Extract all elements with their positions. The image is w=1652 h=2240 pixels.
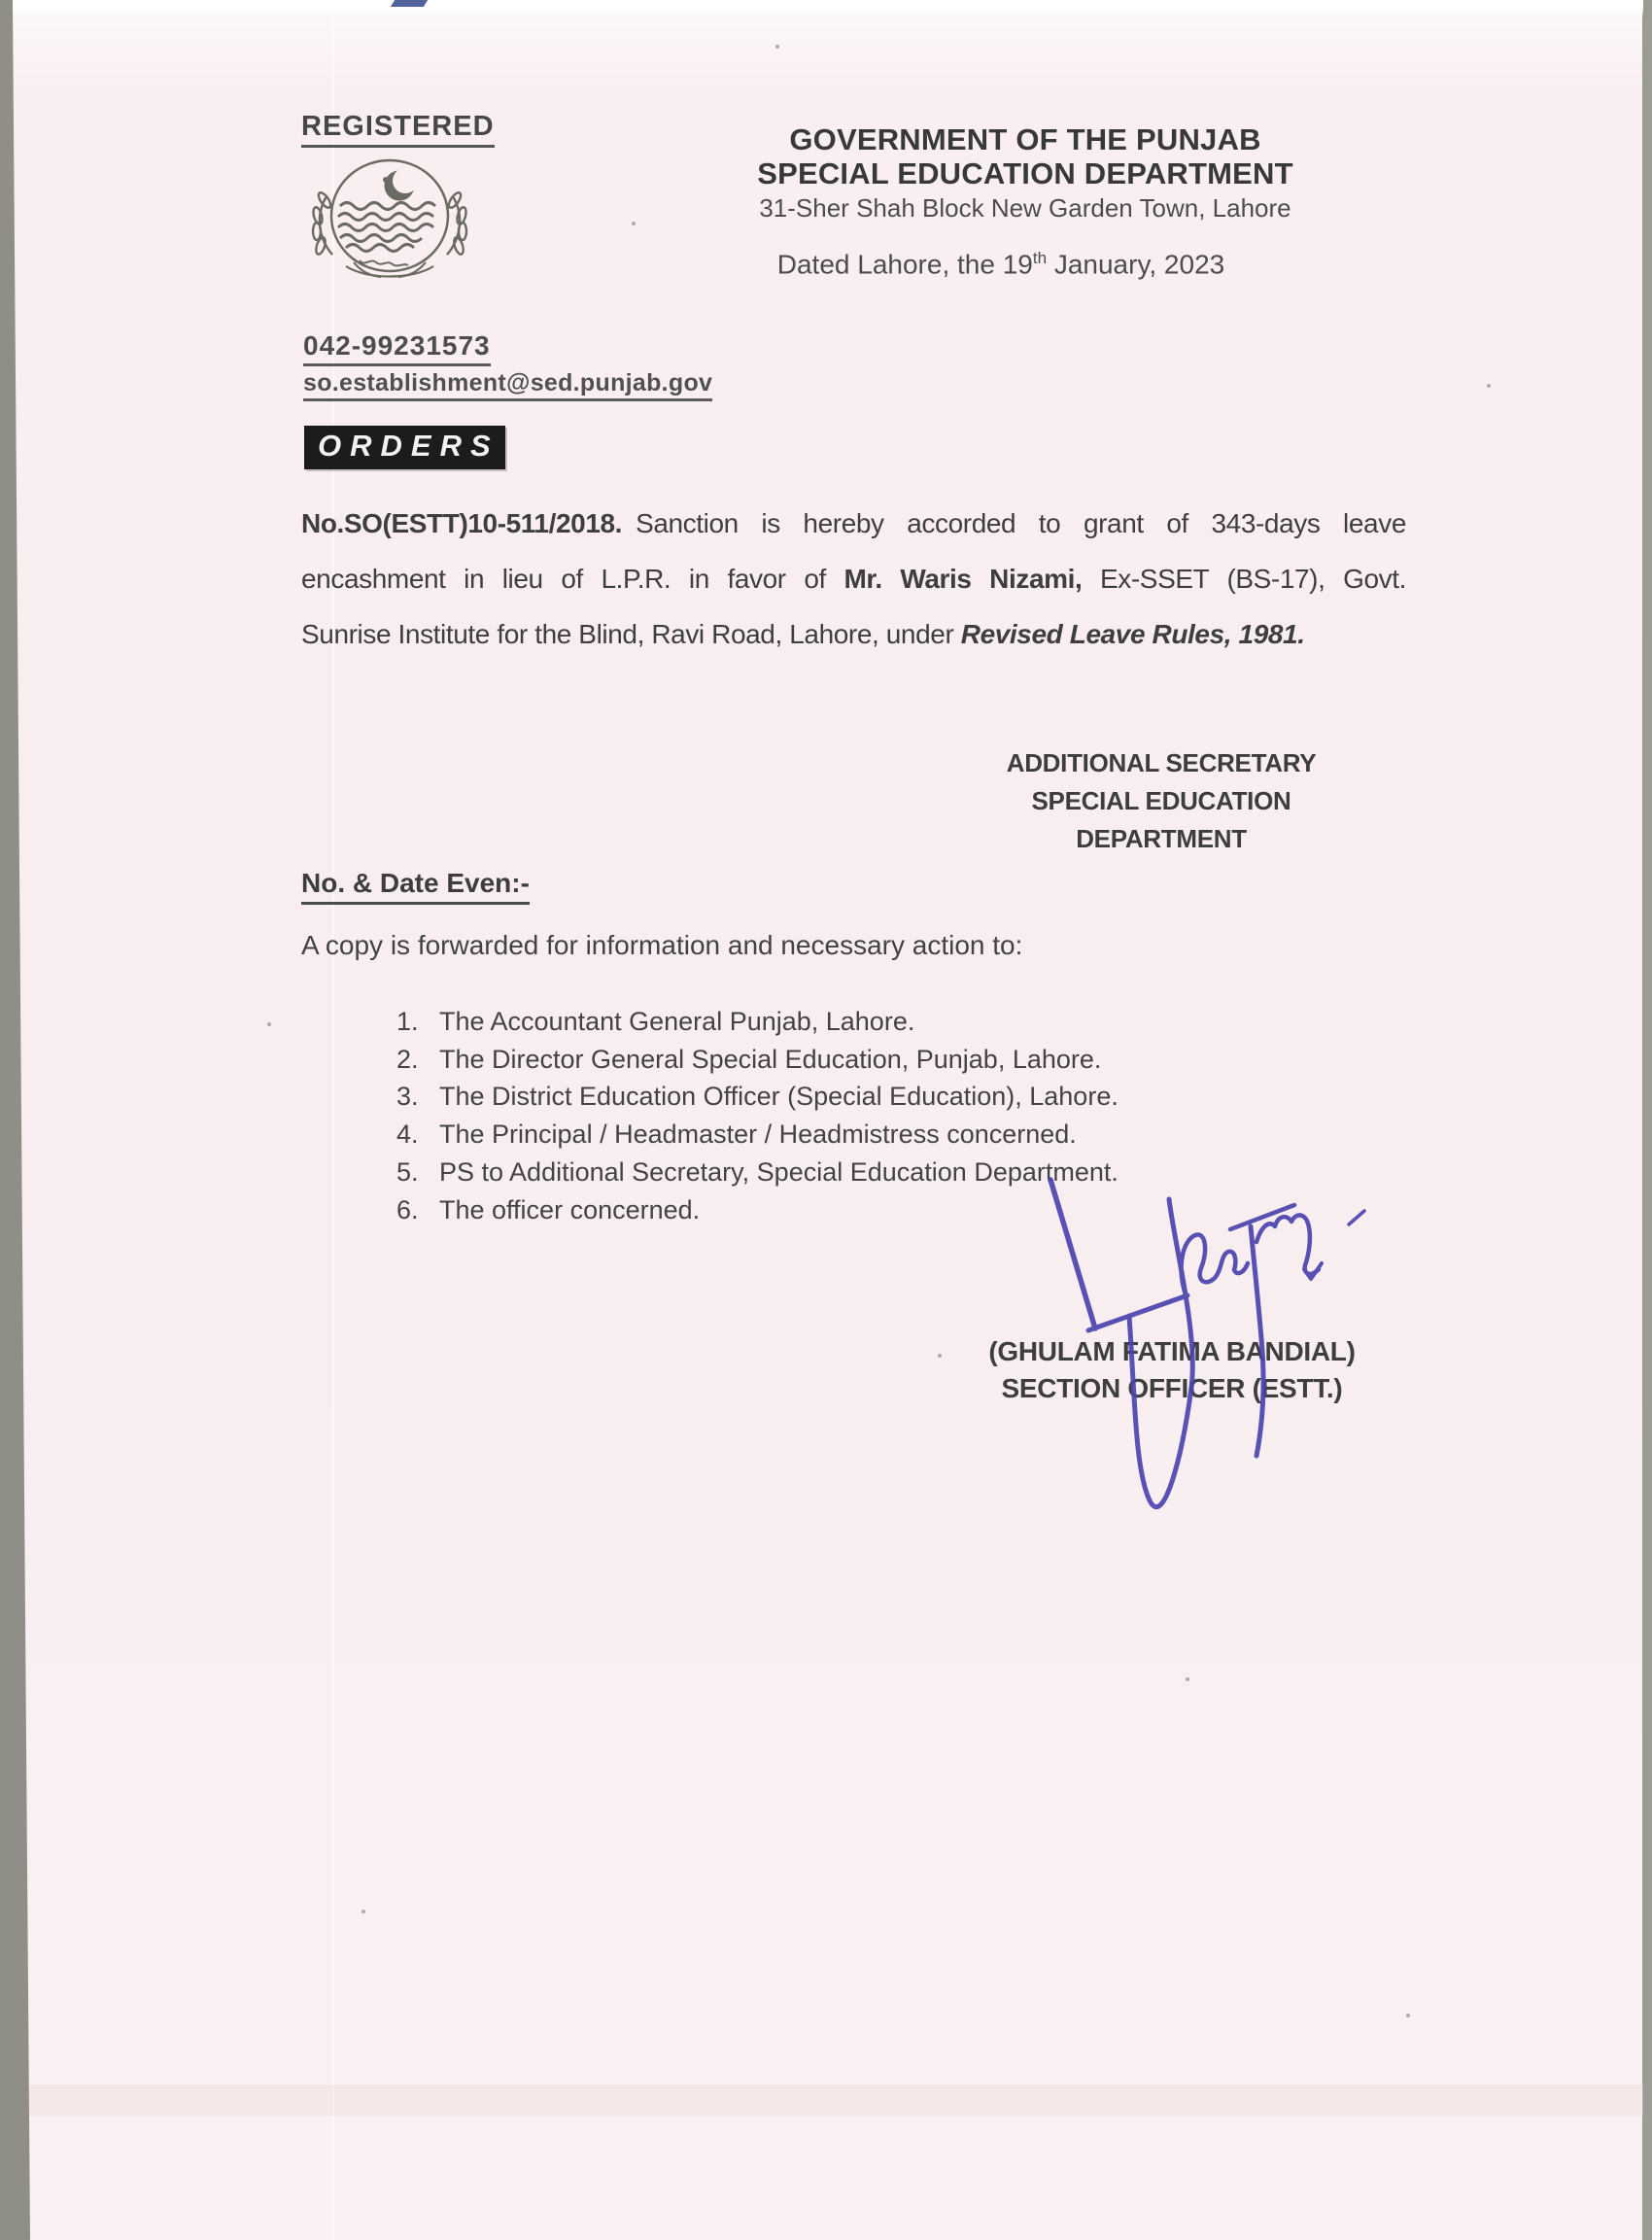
signatory-title: SECTION OFFICER (ESTT.)	[1001, 1373, 1343, 1403]
list-item-text: The Principal / Headmaster / Headmistress concerned.	[439, 1120, 1077, 1150]
order-paragraph	[301, 496, 1406, 662]
dust-speck	[775, 45, 779, 49]
government-title: GOVERNMENT OF THE PUNJAB	[789, 122, 1261, 156]
no-and-date-label: No. & Date Even:-	[301, 868, 530, 905]
dust-speck	[1186, 1677, 1189, 1681]
signatory-name: (GHULAM FATIMA BANDIAL)	[988, 1336, 1356, 1366]
order-line-1-text: Sanction is hereby accorded to grant of 343-days leave	[636, 508, 1406, 538]
officer-name: Mr. Waris Nizami,	[843, 564, 1083, 594]
urdu-script-icon	[360, 260, 408, 265]
dust-speck	[1406, 2014, 1410, 2017]
scan-band-artifact	[19, 2085, 1652, 2116]
dust-speck	[361, 1910, 365, 1913]
order-line-1	[301, 496, 1406, 551]
handwritten-signature-ink	[1001, 1118, 1409, 1545]
scan-top-edge	[10, 0, 1652, 17]
date-ordinal-suffix: th	[1032, 249, 1048, 267]
punjab-crest-logo-icon	[303, 154, 476, 286]
order-line-2	[301, 551, 1406, 606]
dust-speck	[632, 222, 636, 225]
list-item	[396, 1003, 1271, 1041]
signatory-line-3: DEPARTMENT	[1076, 824, 1247, 853]
list-item-text: The Director General Special Education, Punjab, Lahore.	[439, 1044, 1102, 1074]
list-item-number: 6.	[396, 1194, 419, 1224]
letterhead	[622, 122, 1428, 224]
ribbon-icon	[346, 262, 433, 277]
date-prefix: Dated Lahore, the 19	[776, 249, 1033, 280]
list-item	[396, 1078, 1271, 1116]
orders-heading: ORDERS	[304, 426, 505, 469]
list-item	[396, 1041, 1271, 1079]
registered-stamp: REGISTERED	[301, 111, 495, 148]
date-suffix: January, 2023	[1047, 249, 1225, 280]
order-reference-number: No.SO(ESTT)10-511/2018.	[301, 508, 623, 538]
department-title: SPECIAL EDUCATION DEPARTMENT	[757, 156, 1293, 190]
phone-number: 042-99231573	[303, 330, 491, 366]
list-item-text: PS to Additional Secretary, Special Education Department.	[439, 1156, 1119, 1187]
date-line	[612, 249, 1390, 280]
signatory-line-2: SPECIAL EDUCATION	[1031, 786, 1291, 815]
list-item-number: 5.	[396, 1156, 419, 1187]
wheat-branch-right-icon	[447, 190, 468, 255]
list-item-text: The Accountant General Punjab, Lahore.	[439, 1007, 915, 1036]
email-address: so.establishment@sed.punjab.gov	[303, 369, 712, 401]
scan-blue-mark	[391, 0, 428, 7]
dust-speck	[267, 1022, 271, 1026]
scan-right-edge	[1643, 0, 1652, 2240]
list-item-text: The District Education Officer (Special Education), Lahore.	[439, 1082, 1119, 1112]
signatory-line-1: ADDITIONAL SECRETARY	[1006, 748, 1317, 777]
dust-speck	[938, 1354, 942, 1358]
list-item-number: 3.	[396, 1082, 419, 1112]
paper-sheet	[10, 0, 1642, 2240]
order-line-3	[301, 606, 1406, 662]
order-line-2-rest: Ex-SSET (BS-17), Govt.	[1082, 564, 1406, 594]
river-waves-icon	[338, 203, 435, 252]
list-item-text: The officer concerned.	[439, 1194, 701, 1224]
order-line-2-pre: encashment in lieu of L.P.R. in favor of	[301, 564, 844, 594]
signatory-designation-block	[933, 744, 1390, 858]
signature-strokes	[1050, 1180, 1364, 1507]
dust-speck	[1487, 384, 1491, 388]
list-item-number: 4.	[396, 1120, 419, 1150]
list-item-number: 2.	[396, 1044, 419, 1074]
crescent-star-icon	[383, 168, 418, 201]
order-line-3-pre: Sunrise Institute for the Blind, Ravi Road, Lahore, under	[301, 619, 961, 649]
wheat-branch-left-icon	[312, 190, 333, 255]
department-address: 31-Sher Shah Block New Garden Town, Lahore	[759, 193, 1291, 223]
copy-forwarded-line: A copy is forwarded for information and necessary action to:	[301, 930, 1023, 960]
list-item-number: 1.	[396, 1007, 419, 1036]
leave-rules-reference: Revised Leave Rules, 1981.	[960, 619, 1305, 649]
